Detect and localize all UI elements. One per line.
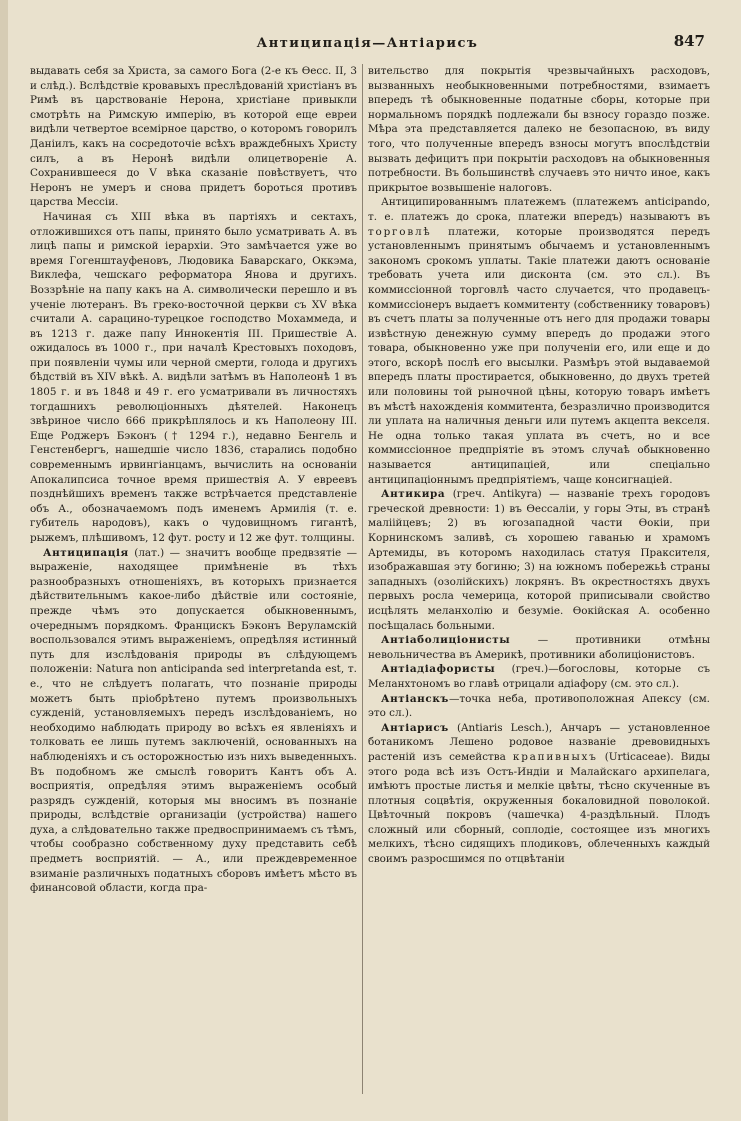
entry-antiabolitsionisty [368,633,710,662]
entry-text: (Urticaceae). Виды этого рода всѣ изъ Остъ-Индіи и Малайскаго архипелага, имѣютъ простые листья и мелкіе цвѣты, тѣсно скученные въ плотныя соцвѣтія, окруженныя бокаловидной поволокой. Цвѣточный покровъ (чашечка) 4-раздѣльный. Плодъ сложный или сборный, соплодіе, состоящее изъ многихъ мелкихъ, тѣсно сидящихъ плодиковъ, облеченныхъ каждый своимъ разросшимся по отцвѣтаніи [368,750,710,866]
paragraph: вительство для покрытія чрезвычайныхъ расходовъ, вызванныхъ необыкновенными потребностями, взимаетъ впередъ тѣ обыкновенные податные сборы, которые при нормальномъ порядкѣ подлежали бы взносу гораздо позже. Мѣра эта представляется далеко не безопасною, въ виду того, что полученные впередъ взносы могутъ впослѣдствіи вызвать дефицитъ при покрытіи расходовъ на обыкновенныя потребности. Въ большинствѣ случаевъ это ничто иное, какъ прикрытое возвышеніе налоговъ. [368,65,710,194]
emphasized-word: торговлѣ [368,225,432,238]
left-column [30,64,357,1100]
column-divider [362,64,363,1094]
entry-term: Антиципація [43,546,129,559]
entry-term: Антіанскъ [381,692,449,705]
right-column [368,64,710,1100]
entry-text: — противники отмѣны невольничества въ Америкѣ, противники аболиціонистовъ. [368,634,710,661]
running-title: Антиципація—Антіарисъ [256,36,479,51]
entry-text: (греч. Antikyra) — названіе трехъ городовъ греческой древности: 1) въ Өессаліи, у горы Эты, въ странѣ маліійцевъ; 2) въ югозападной части Өокіи, при Корнинскомъ заливѣ, съ хорошею гаванью и храмомъ Артемиды, въ которомъ находилась статуя Праксителя, изображавшая эту богиню; 3) на южномъ побережьѣ страны западныхъ (озолійскихъ) локрянъ. Въ окрестностяхъ двухъ первыхъ росла чемерица, которой приписывали свойство исцѣлять меланхолію и безуміе. Өокійская А. особенно посѣщалась больными. [368,488,710,632]
entry-text: —точка неба, противоположная Апексу (см. это сл.). [368,692,710,720]
entry-term: Антіарисъ [381,721,449,734]
paragraph-text: Антиципированнымъ платежемъ (платежемъ anticipando, т. е. платежъ до срока, платежи впередъ) называютъ въ [368,196,710,223]
page-number: 847 [673,32,705,50]
entry-term: Антикира [381,488,446,501]
entry-term: Антіаболиціонисты [381,634,511,647]
entry-antiaris [368,721,710,867]
entry-antiansk [368,692,710,721]
entry-term: Антіадіафористы [381,663,496,676]
paragraph [368,195,710,487]
entry-text: (греч.)—богословы, которые съ Меланхтономъ во главѣ отрицали адіафору (см. это сл.). [368,663,710,690]
entry-antitsipatsiya [30,546,357,896]
entry-text: (Antiaris Lesch.), Анчаръ — установленное ботаникомъ Лешено родовое названіе древовидныхъ растеній изъ семейства [368,721,710,763]
paragraph: Начиная съ XIII вѣка въ партіяхъ и сектахъ, отложившихся отъ папы, принято было усматривать А. въ лицѣ папы и римской іерархіи. Это замѣчается уже во время Гогенштауфеновъ, Людовика Баварскаго, Оккэма, Виклефа, чешскаго реформатора Яновa и другихъ. Воззрѣніе на папу какъ на А. символически перешло и въ ученіе лютеранъ. Въ греко-восточной церкви съ XV вѣка считали А. сарацино-турецкое господство Мохаммеда, и въ 1213 г. даже папу Иннокентія III. Пришествіе А. ожидалось въ 1000 г., при началѣ Крестовыхъ походовъ, при появленіи чумы или черной смерти, голода и другихъ бѣдствій въ XIV вѣкѣ. А. видѣли затѣмъ въ Наполеонѣ 1 въ 1805 г. и въ 1848 и 49 г. его усматривали въ личностяхъ тогдашнихъ революціонныхъ дѣятелей. Наконецъ звѣриное число 666 прикрѣплялось и къ Наполеону III. Еще Роджеръ Бэконъ († 1294 г.), недавно Бенгель и Генстенбергъ, нашедшіе число 1836, старались подобно современнымъ ирвингіанцамъ, вычислить на основаніи Апокалипсиса точное время пришествія А. У евреевъ позднѣйшихъ временъ также встрѣчается представленіе объ А., обозначаемомъ подъ именемъ Армилія (т. е. губитель народовъ), какъ о чудовищномъ гигантѣ, рыжемъ, плѣшивомъ, 12 фут. росту и 12 же фут. толщины. [30,210,357,544]
entry-antiadiaforisty [368,662,710,691]
page-edge [0,0,8,1121]
page-header [30,32,705,58]
entry-text: (лат.) — значитъ вообще предвзятіе — выраженіе, находящее примѣненіе въ тѣхъ разнообразныхъ отношеніяхъ, въ которыхъ признается дѣйствительнымъ какое-либо дѣйствіе или состояніе, прежде чѣмъ это допускается обыкновеннымъ, очереднымъ порядкомъ. Францискъ Бэконъ Веруламскій воспользовался этимъ выраженіемъ, опредѣляя истинный путь для изслѣдованія природы въ слѣдующемъ положеніи: Natura non anticipanda sed interpretanda est, т. е., что не слѣдуетъ полагать, что познаніе природы можетъ быть пріобрѣтено путемъ произвольныхъ сужденій, установляемыхъ передъ изслѣдованіемъ, но необходимо наблюдать природу во всѣхъ ея явленіяхъ и толковать ее лишь путемъ заключеній, основанныхъ на наблюденіяхъ и съ осторожностью изъ нихъ выведенныхъ. Въ подобномъ же смыслѣ говоритъ Кантъ объ А. восприятія, опредѣляя этимъ выраженіемъ особый разрядъ сужденій, которыя мы вносимъ въ познаніе природы, вслѣдствіе организаціи (устройства) нашего духа, а слѣдовательно также предвоспринимаемъ съ тѣмъ, чтобы сообразно собственному духу представить себѣ предметъ восприятій. — А., или преждевременное взиманіе различныхъ податныхъ сборовъ имѣетъ мѣсто въ финансовой области, когда пра- [30,546,357,895]
paragraph: выдавать себя за Христа, за самого Бога (2-е къ Өесс. II, 3 и слѣд.). Вслѣдствіе кровавыхъ преслѣдованій христіанъ въ Римѣ въ царствованіе Нерона, христіане привыкли смотрѣть на Римскую имперію, въ которой еще евреи видѣли четвертое всемірное царство, о которомъ говорилъ Даніилъ, какъ на сосредоточіе всѣхъ враждебныхъ Христу силъ, а въ Неронѣ видѣли олицетвореніе А. Сохранившееся до V вѣка сказаніе повѣствуетъ, что Неронъ не умеръ и снова придетъ бороться противъ царства Мессіи. [30,65,357,209]
paragraph-text: платежи, которые производятся передъ установленнымъ принятымъ обычаемъ и установленнымъ закономъ срокомъ уплаты. Такіе платежи даютъ основаніе требовать учета или дисконта (см. это сл.). Въ коммиссіонной торговлѣ часто случается, что продавецъ-коммиссіонеръ выдаетъ коммитенту (собственнику товаровъ) въ счетъ платы за полученные отъ него для продажи товары извѣстную денежную сумму впередъ до продажи этого товара, обыкновенно уже при полученіи его, или еще и до этого, вскорѣ послѣ его высылки. Размѣръ этой выдаваемой впередъ платы простирается, обыкновенно, до двухъ третей или половины той рыночной цѣны, которую товаръ имѣетъ въ мѣстѣ нахожденія коммитента, безразлично производится ли уплата на наличныя деньги или путемъ акцепта векселя. Не одна только такая уплата въ счетъ, но и все коммиссіонное предпріятіе въ этомъ случаѣ обыкновенно называется антиципацiей, или спеціально антиципаціоннымъ предпріятіемъ, чаще консигнаціей. [368,225,710,486]
entry-antikira [368,487,710,633]
emphasized-word: крапивныхъ [512,750,598,763]
